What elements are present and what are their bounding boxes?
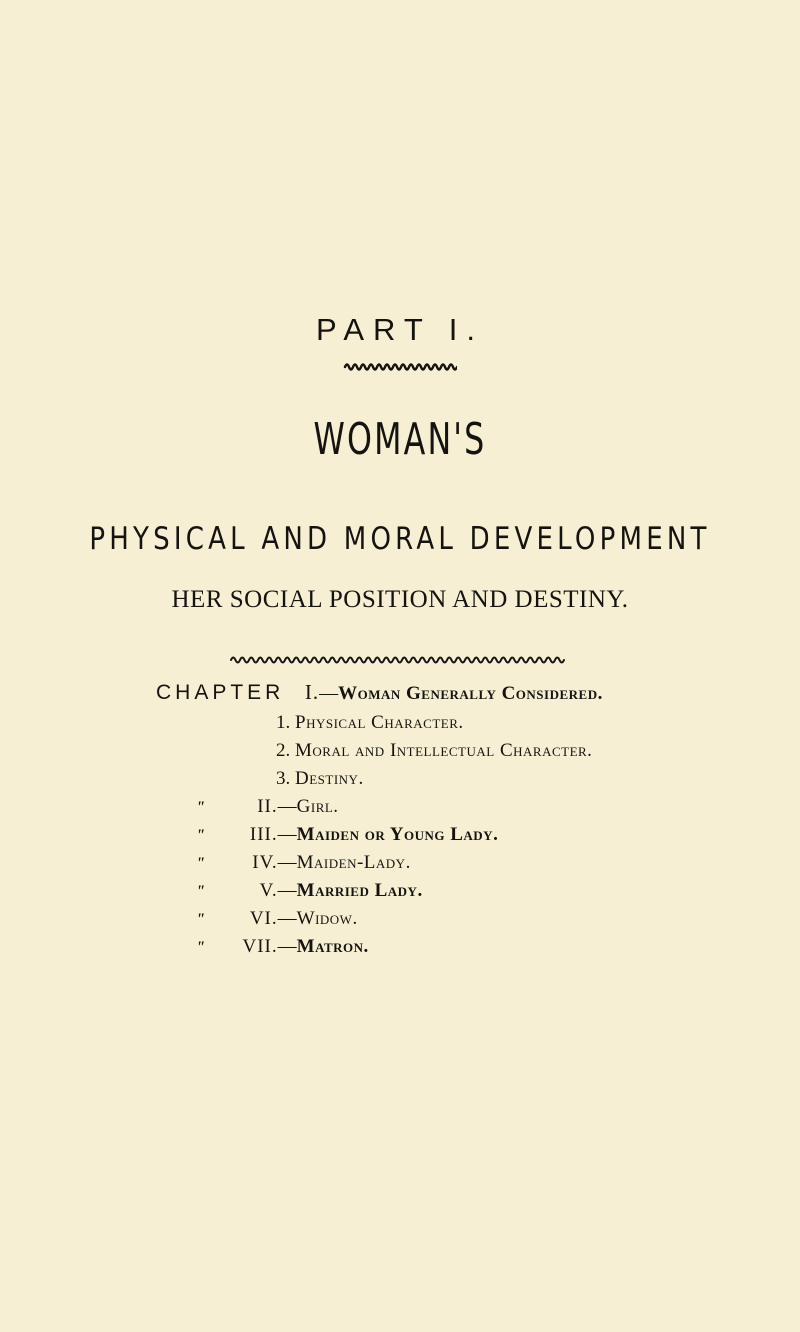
ditto-mark: " — [196, 883, 205, 900]
contents-chapter — [196, 880, 423, 902]
chapter-number: VII. — [242, 936, 278, 957]
ditto-mark: " — [196, 855, 205, 872]
chapter-title: Matron. — [296, 936, 369, 957]
contents-chapter — [196, 852, 411, 874]
subsection-number: 3. — [276, 768, 291, 789]
ditto-mark: " — [196, 939, 205, 956]
chapter-dash: — — [277, 880, 297, 901]
chapter-dash: — — [277, 796, 297, 817]
chapter-number: IV. — [252, 852, 278, 873]
chapter-dash: — — [277, 852, 297, 873]
ditto-mark: " — [196, 911, 205, 928]
subtitle-development: PHYSICAL AND MORAL DEVELOPMENT — [89, 521, 711, 557]
chapter-number: I. — [304, 680, 320, 704]
chapter-number: II. — [257, 796, 278, 817]
chapter-title: Woman Generally Considered. — [338, 683, 603, 704]
chapter-number: III. — [249, 824, 278, 845]
subsection-title: Physical Character. — [295, 712, 464, 733]
chapter-dash: — — [277, 936, 297, 957]
part-heading: PART I. — [315, 312, 485, 347]
wavy-rule-ornament-long — [0, 654, 800, 666]
contents-chapter — [196, 824, 498, 846]
chapter-title: Girl. — [296, 796, 339, 817]
main-title: WOMAN'S — [313, 414, 487, 465]
chapter-word: CHAPTER — [156, 681, 285, 704]
chapter-title: Maiden-Lady. — [296, 852, 411, 873]
chapter-number: V. — [259, 880, 278, 901]
chapter-title: Married Lady. — [296, 880, 423, 901]
subsection-title: Destiny. — [295, 768, 364, 789]
subsection-number: 1. — [276, 712, 291, 733]
chapter-title: Maiden or Young Lady. — [296, 824, 499, 845]
contents-chapter-1 — [156, 680, 603, 705]
contents-subsection — [276, 740, 592, 762]
contents-chapter — [196, 908, 358, 930]
ditto-mark: " — [196, 799, 205, 816]
contents-subsection — [276, 712, 464, 734]
wavy-rule-ornament — [0, 361, 800, 373]
chapter-number: VI. — [249, 908, 278, 929]
chapter-dash: — — [277, 824, 297, 845]
ditto-mark: " — [196, 827, 205, 844]
contents-chapter — [196, 936, 369, 958]
contents-chapter — [196, 796, 339, 818]
subsection-title: Moral and Intellectual Character. — [295, 740, 593, 761]
chapter-dash: — — [277, 908, 297, 929]
chapter-title: Widow. — [296, 908, 358, 929]
chapter-dash: — — [319, 683, 339, 704]
subtitle-position: HER SOCIAL POSITION AND DESTINY. — [171, 586, 629, 613]
subsection-number: 2. — [276, 740, 291, 761]
contents-subsection — [276, 768, 364, 790]
